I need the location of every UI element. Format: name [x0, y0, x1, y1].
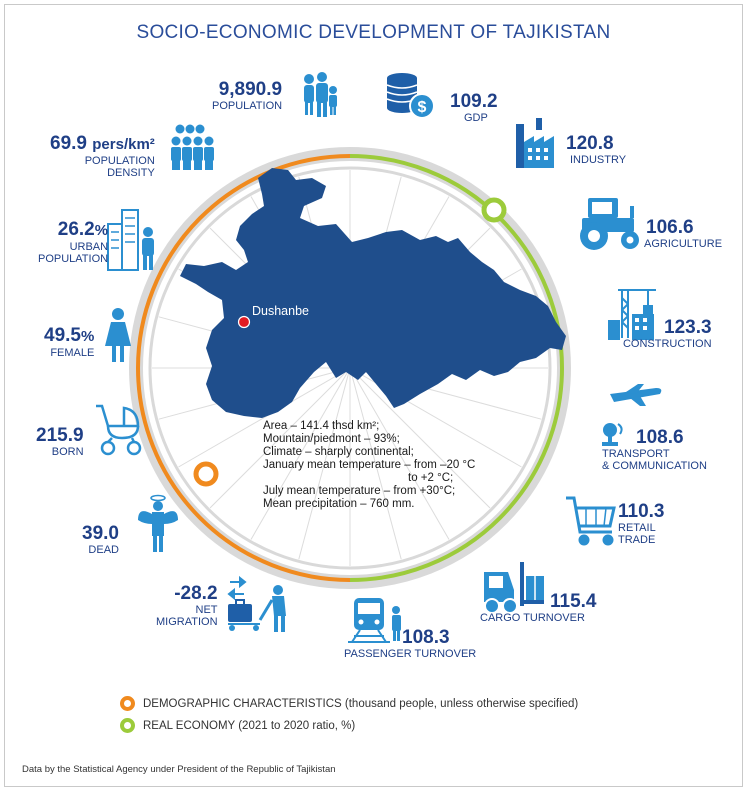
gdp-indicator: [450, 92, 498, 124]
female-value: 49.5: [44, 325, 81, 346]
retail-indicator: [618, 502, 665, 546]
construction-indicator: [606, 318, 712, 350]
female-indicator: [44, 326, 94, 359]
born-indicator: [36, 426, 84, 458]
legend-demographic-text: DEMOGRAPHIC CHARACTERISTICS (thousand people, unless otherwise specified): [143, 697, 579, 710]
female-unit: %: [80, 328, 95, 345]
population-label: POPULATION: [212, 100, 283, 112]
page-title: SOCIO-ECONOMIC DEVELOPMENT OF TAJIKISTAN: [136, 22, 611, 43]
fact-area: Area – 141.4 thsd km²;: [263, 420, 380, 432]
angel-icon: [138, 496, 178, 553]
legend-economy-text: REAL ECONOMY (2021 to 2020 ratio, %): [143, 719, 356, 732]
legend-economy: [120, 718, 355, 733]
industry-indicator: [566, 134, 626, 166]
density-value: 69.9: [50, 133, 87, 154]
dead-value: 39.0: [82, 523, 119, 544]
cargo-indicator: [480, 592, 597, 624]
fact-january-cont: to +2 °C;: [408, 472, 454, 484]
urban-label-2: POPULATION: [38, 253, 109, 265]
fact-january: January mean temperature – from –20 °C: [263, 459, 476, 471]
population-value: 9,890.9: [218, 79, 283, 100]
construction-label: CONSTRUCTION: [622, 338, 712, 350]
industry-value: 120.8: [566, 133, 614, 154]
passenger-value: 108.3: [402, 627, 450, 648]
tajikistan-map: [180, 168, 566, 418]
legend-orange-dot: [120, 696, 135, 711]
construction-value: 123.3: [664, 317, 712, 338]
cargo-label: CARGO TURNOVER: [480, 612, 585, 624]
tractor-icon: [580, 198, 639, 250]
luggage-person-icon: [228, 578, 286, 632]
svg-text:$: $: [417, 99, 427, 116]
woman-icon: [105, 308, 131, 362]
density-label-2: DENSITY: [107, 167, 155, 179]
source-note: Data by the Statistical Agency under President of the Republic of Tajikistan: [22, 764, 336, 775]
pram-icon: [96, 406, 140, 454]
density-label-1: POPULATION: [84, 155, 155, 167]
gdp-value: 109.2: [450, 91, 498, 112]
coins-dollar-icon: [387, 73, 434, 118]
cargo-value: 115.4: [550, 591, 597, 612]
urban-label-1: URBAN: [69, 241, 109, 253]
industry-label: INDUSTRY: [570, 154, 627, 166]
country-facts: [263, 420, 475, 511]
urban-value: 26.2: [57, 219, 95, 240]
fact-july: July mean temperature – from +30°C;: [263, 485, 456, 497]
capital-label: Dushanbe: [252, 304, 309, 318]
gdp-label: GDP: [464, 112, 488, 124]
agriculture-indicator: [646, 218, 722, 250]
people-group-icon: [171, 125, 214, 171]
retail-value: 110.3: [618, 501, 665, 522]
agriculture-value: 106.6: [646, 217, 694, 238]
agriculture-label: AGRICULTURE: [644, 238, 723, 250]
fact-precipitation: Mean precipitation – 760 mm.: [263, 498, 415, 510]
fact-mountain: Mountain/piedmont – 93%;: [263, 433, 400, 445]
dead-indicator: [82, 524, 119, 556]
transport-indicator: [602, 428, 707, 472]
transport-label-2: & COMMUNICATION: [602, 460, 707, 472]
economy-marker: [484, 200, 504, 220]
fact-climate: Climate – sharply continental;: [263, 446, 414, 458]
urban-indicator: [38, 220, 108, 265]
migration-label-2: MIGRATION: [156, 616, 218, 628]
dead-label: DEAD: [88, 544, 119, 556]
female-label: FEMALE: [50, 347, 95, 359]
transport-label-1: TRANSPORT: [602, 448, 670, 460]
density-indicator: [50, 134, 155, 179]
factory-icon: [516, 118, 554, 168]
population-indicator: [212, 80, 282, 112]
retail-label-2: TRADE: [618, 534, 656, 546]
migration-label-1: NET: [195, 604, 218, 616]
family-icon: [304, 72, 337, 117]
urban-unit: %: [94, 222, 109, 239]
migration-indicator: [156, 584, 218, 628]
legend-green-dot: [120, 718, 135, 733]
passenger-label: PASSENGER TURNOVER: [344, 648, 477, 660]
city-person-icon: [108, 210, 154, 270]
passenger-indicator: [344, 628, 476, 660]
cart-icon: [566, 498, 614, 544]
density-unit: pers/km²: [92, 136, 155, 153]
migration-value: -28.2: [174, 583, 218, 604]
born-value: 215.9: [36, 425, 84, 446]
capital-marker: [239, 317, 250, 328]
transport-value: 108.6: [636, 427, 684, 448]
retail-label-1: RETAIL: [618, 522, 656, 534]
legend-demographic: [120, 696, 578, 711]
demographic-marker: [196, 464, 216, 484]
born-label: BORN: [51, 446, 84, 458]
